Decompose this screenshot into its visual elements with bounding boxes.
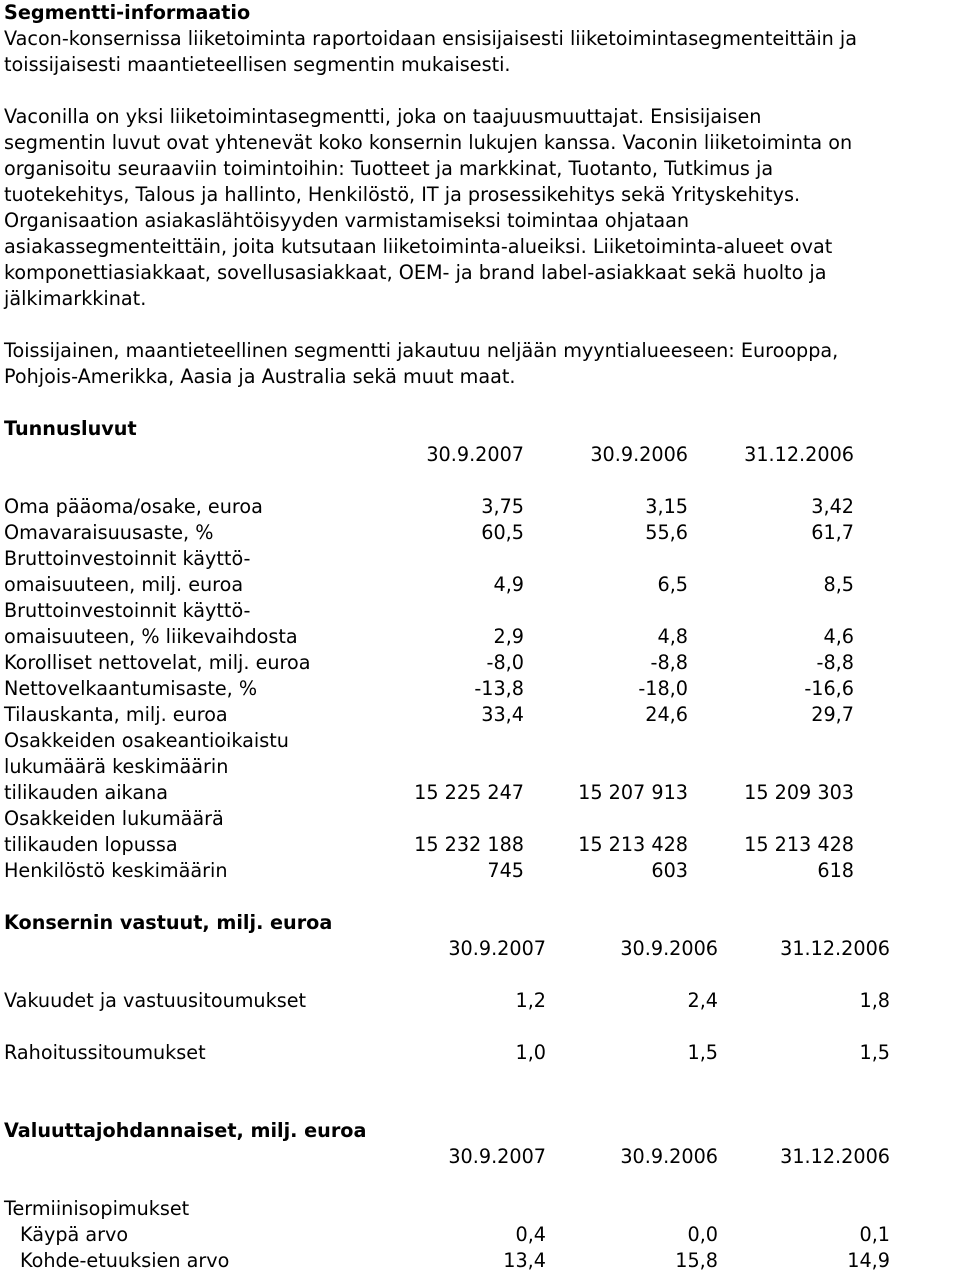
segment-line-7: komponettiasiakkaat, sovellusasiakkaat, OEM- ja brand label-asiakkaat sekä huolto ja	[4, 261, 827, 284]
derivatives-row-2-value-2: 15,8	[675, 1249, 718, 1272]
key-figures-row-label: lukumäärä keskimäärin	[4, 755, 229, 778]
key-figures-row-label: tilikauden aikana	[4, 781, 168, 804]
derivatives-row-1-value-1: 0,4	[515, 1223, 546, 1246]
key-figures-row-value: 24,6	[645, 703, 688, 726]
key-figures-row-value: 60,5	[481, 521, 524, 544]
key-figures-title: Tunnusluvut	[4, 417, 137, 440]
liabilities-row-1-value-2: 2,4	[687, 989, 718, 1012]
liabilities-row-1-value-3: 1,8	[859, 989, 890, 1012]
key-figures-row-value: -13,8	[474, 677, 524, 700]
key-figures-row-value: -8,0	[486, 651, 524, 674]
key-figures-row-value: 61,7	[811, 521, 854, 544]
liabilities-row-1-label: Vakuudet ja vastuusitoumukset	[4, 989, 307, 1012]
liabilities-row-2-label: Rahoitussitoumukset	[4, 1041, 206, 1064]
liabilities-row-1-value-1: 1,2	[515, 989, 546, 1012]
key-figures-row-value: 745	[487, 859, 524, 882]
key-figures-row-label: Korolliset nettovelat, milj. euroa	[4, 651, 311, 674]
key-figures-row-label: Nettovelkaantumisaste, %	[4, 677, 258, 700]
derivatives-group-label: Termiinisopimukset	[4, 1197, 190, 1220]
key-figures-row-value: 4,8	[657, 625, 688, 648]
geo-line-1: Toissijainen, maantieteellinen segmentti jakautuu neljään myyntialueeseen: Eurooppa,	[4, 339, 839, 362]
key-figures-row-label: tilikauden lopussa	[4, 833, 178, 856]
key-figures-row-value: 55,6	[645, 521, 688, 544]
key-figures-row-label: Bruttoinvestoinnit käyttö-	[4, 547, 251, 570]
key-figures-row-value: 4,6	[823, 625, 854, 648]
key-figures-row-value: 3,42	[811, 495, 854, 518]
segment-line-8: jälkimarkkinat.	[4, 287, 147, 310]
liabilities-row-2-value-2: 1,5	[687, 1041, 718, 1064]
key-figures-row-value: -8,8	[650, 651, 688, 674]
derivatives-row-2-value-1: 13,4	[503, 1249, 546, 1272]
key-figures-row-label: omaisuuteen, milj. euroa	[4, 573, 244, 596]
key-figures-row-label: Bruttoinvestoinnit käyttö-	[4, 599, 251, 622]
key-figures-row-value: 618	[817, 859, 854, 882]
key-figures-row-value: 15 232 188	[414, 833, 524, 856]
key-figures-row-label: Henkilöstö keskimäärin	[4, 859, 228, 882]
liabilities-row-2-value-1: 1,0	[515, 1041, 546, 1064]
key-figures-row-value: 15 209 303	[744, 781, 854, 804]
derivatives-row-1-value-2: 0,0	[687, 1223, 718, 1246]
key-figures-row-label: Omavaraisuusaste, %	[4, 521, 214, 544]
derivatives-row-2-label: Kohde-etuuksien arvo	[20, 1249, 230, 1272]
section-title: Segmentti-informaatio	[4, 1, 251, 24]
key-figures-row-value: 15 213 428	[578, 833, 688, 856]
segment-line-2: segmentin luvut ovat yhtenevät koko konsernin lukujen kanssa. Vaconin liiketoiminta on	[4, 131, 853, 154]
liabilities-title: Konsernin vastuut, milj. euroa	[4, 911, 333, 934]
derivatives-row-1-value-3: 0,1	[859, 1223, 890, 1246]
segment-line-4: tuotekehitys, Talous ja hallinto, Henkilöstö, IT ja prosessikehitys sekä Yrityskehitys.	[4, 183, 801, 206]
key-figures-row-value: -16,6	[804, 677, 854, 700]
derivatives-col-2: 30.9.2006	[620, 1145, 718, 1168]
derivatives-col-3: 31.12.2006	[780, 1145, 890, 1168]
key-figures-row-value: 3,15	[645, 495, 688, 518]
intro-line-1: Vacon-konsernissa liiketoiminta raportoidaan ensisijaisesti liiketoimintasegmenteittäin ja	[4, 27, 858, 50]
key-figures-row-value: 15 207 913	[578, 781, 688, 804]
segment-line-3: organisoitu seuraaviin toimintoihin: Tuotteet ja markkinat, Tuotanto, Tutkimus ja	[4, 157, 774, 180]
key-figures-row-value: 33,4	[481, 703, 524, 726]
segment-line-1: Vaconilla on yksi liiketoimintasegmentti, joka on taajuusmuuttajat. Ensisijaisen	[4, 105, 762, 128]
key-figures-row-value: 8,5	[823, 573, 854, 596]
derivatives-row-1-label: Käypä arvo	[20, 1223, 129, 1246]
key-figures-row-label: Tilauskanta, milj. euroa	[4, 703, 228, 726]
key-figures-row-value: 15 213 428	[744, 833, 854, 856]
key-figures-row-value: 15 225 247	[414, 781, 524, 804]
key-figures-row-value: 3,75	[481, 495, 524, 518]
derivatives-title: Valuuttajohdannaiset, milj. euroa	[4, 1119, 367, 1142]
key-figures-row-label: omaisuuteen, % liikevaihdosta	[4, 625, 298, 648]
key-figures-row-label: Osakkeiden osakeantioikaistu	[4, 729, 289, 752]
derivatives-col-1: 30.9.2007	[448, 1145, 546, 1168]
geo-line-2: Pohjois-Amerikka, Aasia ja Australia sekä muut maat.	[4, 365, 516, 388]
liabilities-col-1: 30.9.2007	[448, 937, 546, 960]
key-figures-col-1: 30.9.2007	[426, 443, 524, 466]
derivatives-row-2-value-3: 14,9	[847, 1249, 890, 1272]
key-figures-col-3: 31.12.2006	[744, 443, 854, 466]
key-figures-row-value: 4,9	[493, 573, 524, 596]
liabilities-col-2: 30.9.2006	[620, 937, 718, 960]
key-figures-row-label: Oma pääoma/osake, euroa	[4, 495, 263, 518]
intro-line-2: toissijaisesti maantieteellisen segmentin mukaisesti.	[4, 53, 511, 76]
liabilities-col-3: 31.12.2006	[780, 937, 890, 960]
key-figures-row-value: -8,8	[816, 651, 854, 674]
key-figures-row-value: -18,0	[638, 677, 688, 700]
liabilities-row-2-value-3: 1,5	[859, 1041, 890, 1064]
key-figures-row-value: 2,9	[493, 625, 524, 648]
key-figures-row-value: 603	[651, 859, 688, 882]
segment-line-5: Organisaation asiakaslähtöisyyden varmistamiseksi toimintaa ohjataan	[4, 209, 690, 232]
key-figures-row-label: Osakkeiden lukumäärä	[4, 807, 224, 830]
segment-line-6: asiakassegmenteittäin, joita kutsutaan liiketoiminta-alueiksi. Liiketoiminta-alueet ovat	[4, 235, 833, 258]
key-figures-col-2: 30.9.2006	[590, 443, 688, 466]
key-figures-row-value: 29,7	[811, 703, 854, 726]
key-figures-row-value: 6,5	[657, 573, 688, 596]
